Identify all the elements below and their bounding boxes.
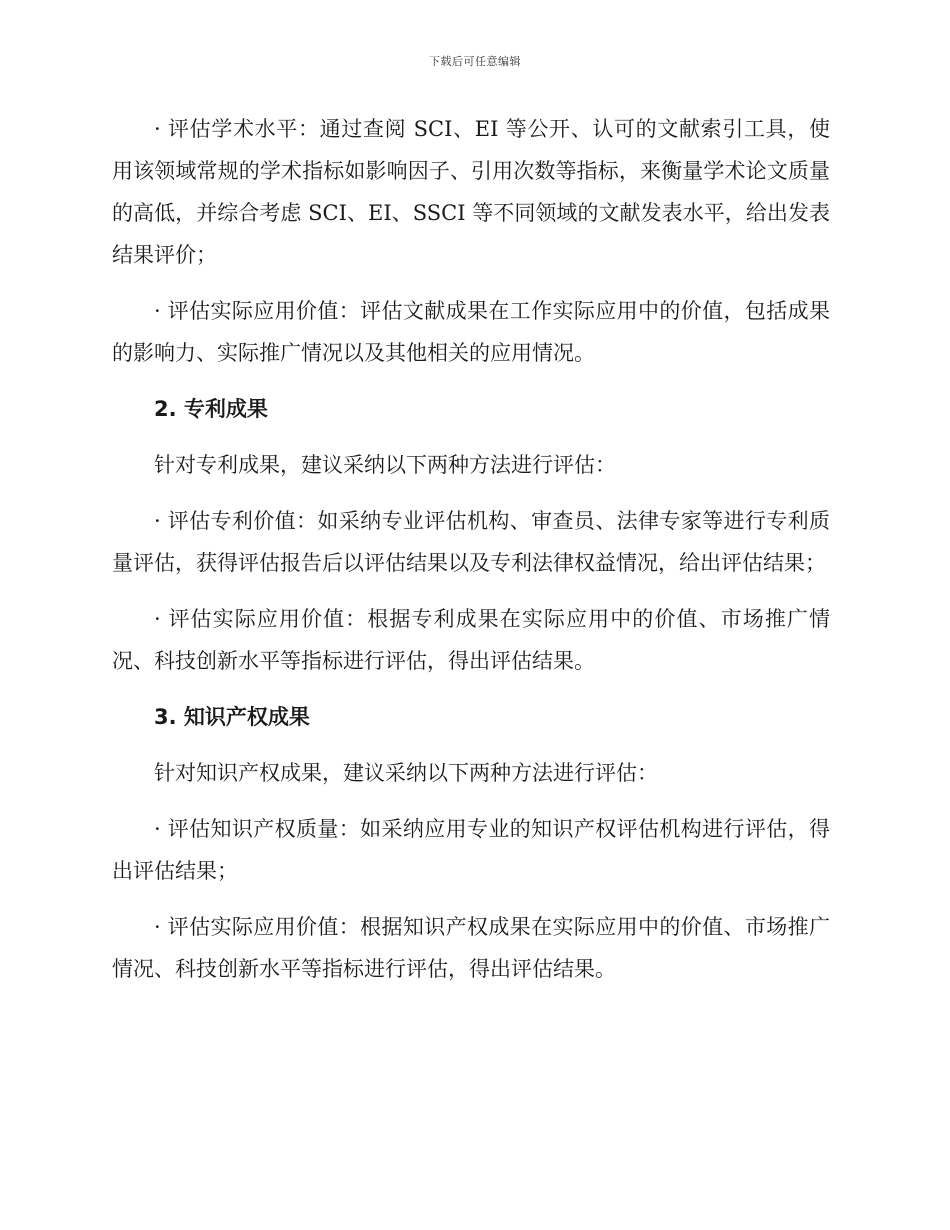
paragraph-ip-intro: 针对知识产权成果，建议采纳以下两种方法进行评估： — [154, 761, 658, 785]
paragraph-patent-application-value: · 评估实际应用价值：根据专利成果在实际应用中的价值、市场推广情况、科技创新水平等指标进行评估，得出评估结果。 — [112, 607, 830, 673]
section-heading-patent: 2. 专利成果 — [154, 397, 268, 421]
paragraph-literature-application-value: · 评估实际应用价值：评估文献成果在工作实际应用中的价值，包括成果的影响力、实际推广情况以及其他相关的应用情况。 — [112, 299, 830, 365]
paragraph-ip-application-value: · 评估实际应用价值：根据知识产权成果在实际应用中的价值、市场推广情况、科技创新水平等指标进行评估，得出评估结果。 — [112, 915, 830, 981]
paragraph-academic-level: · 评估学术水平：通过查阅 SCI、EI 等公开、认可的文献索引工具，使用该领域常规的学术指标如影响因子、引用次数等指标，来衡量学术论文质量的高低，并综合考虑 SCI、EI、SSCI 等不同领域的文献发表水平，给出发表结果评价； — [112, 117, 830, 267]
paragraph-patent-intro: 针对专利成果，建议采纳以下两种方法进行评估： — [154, 453, 616, 477]
paragraph-ip-quality: · 评估知识产权质量：如采纳应用专业的知识产权评估机构进行评估，得出评估结果； — [112, 817, 830, 883]
section-heading-ip: 3. 知识产权成果 — [154, 705, 310, 729]
paragraph-patent-value: · 评估专利价值：如采纳专业评估机构、审查员、法律专家等进行专利质量评估，获得评估报告后以评估结果以及专利法律权益情况，给出评估结果； — [112, 509, 830, 575]
document-body — [112, 108, 830, 1004]
page-header: 下载后可任意编辑 — [429, 55, 521, 68]
